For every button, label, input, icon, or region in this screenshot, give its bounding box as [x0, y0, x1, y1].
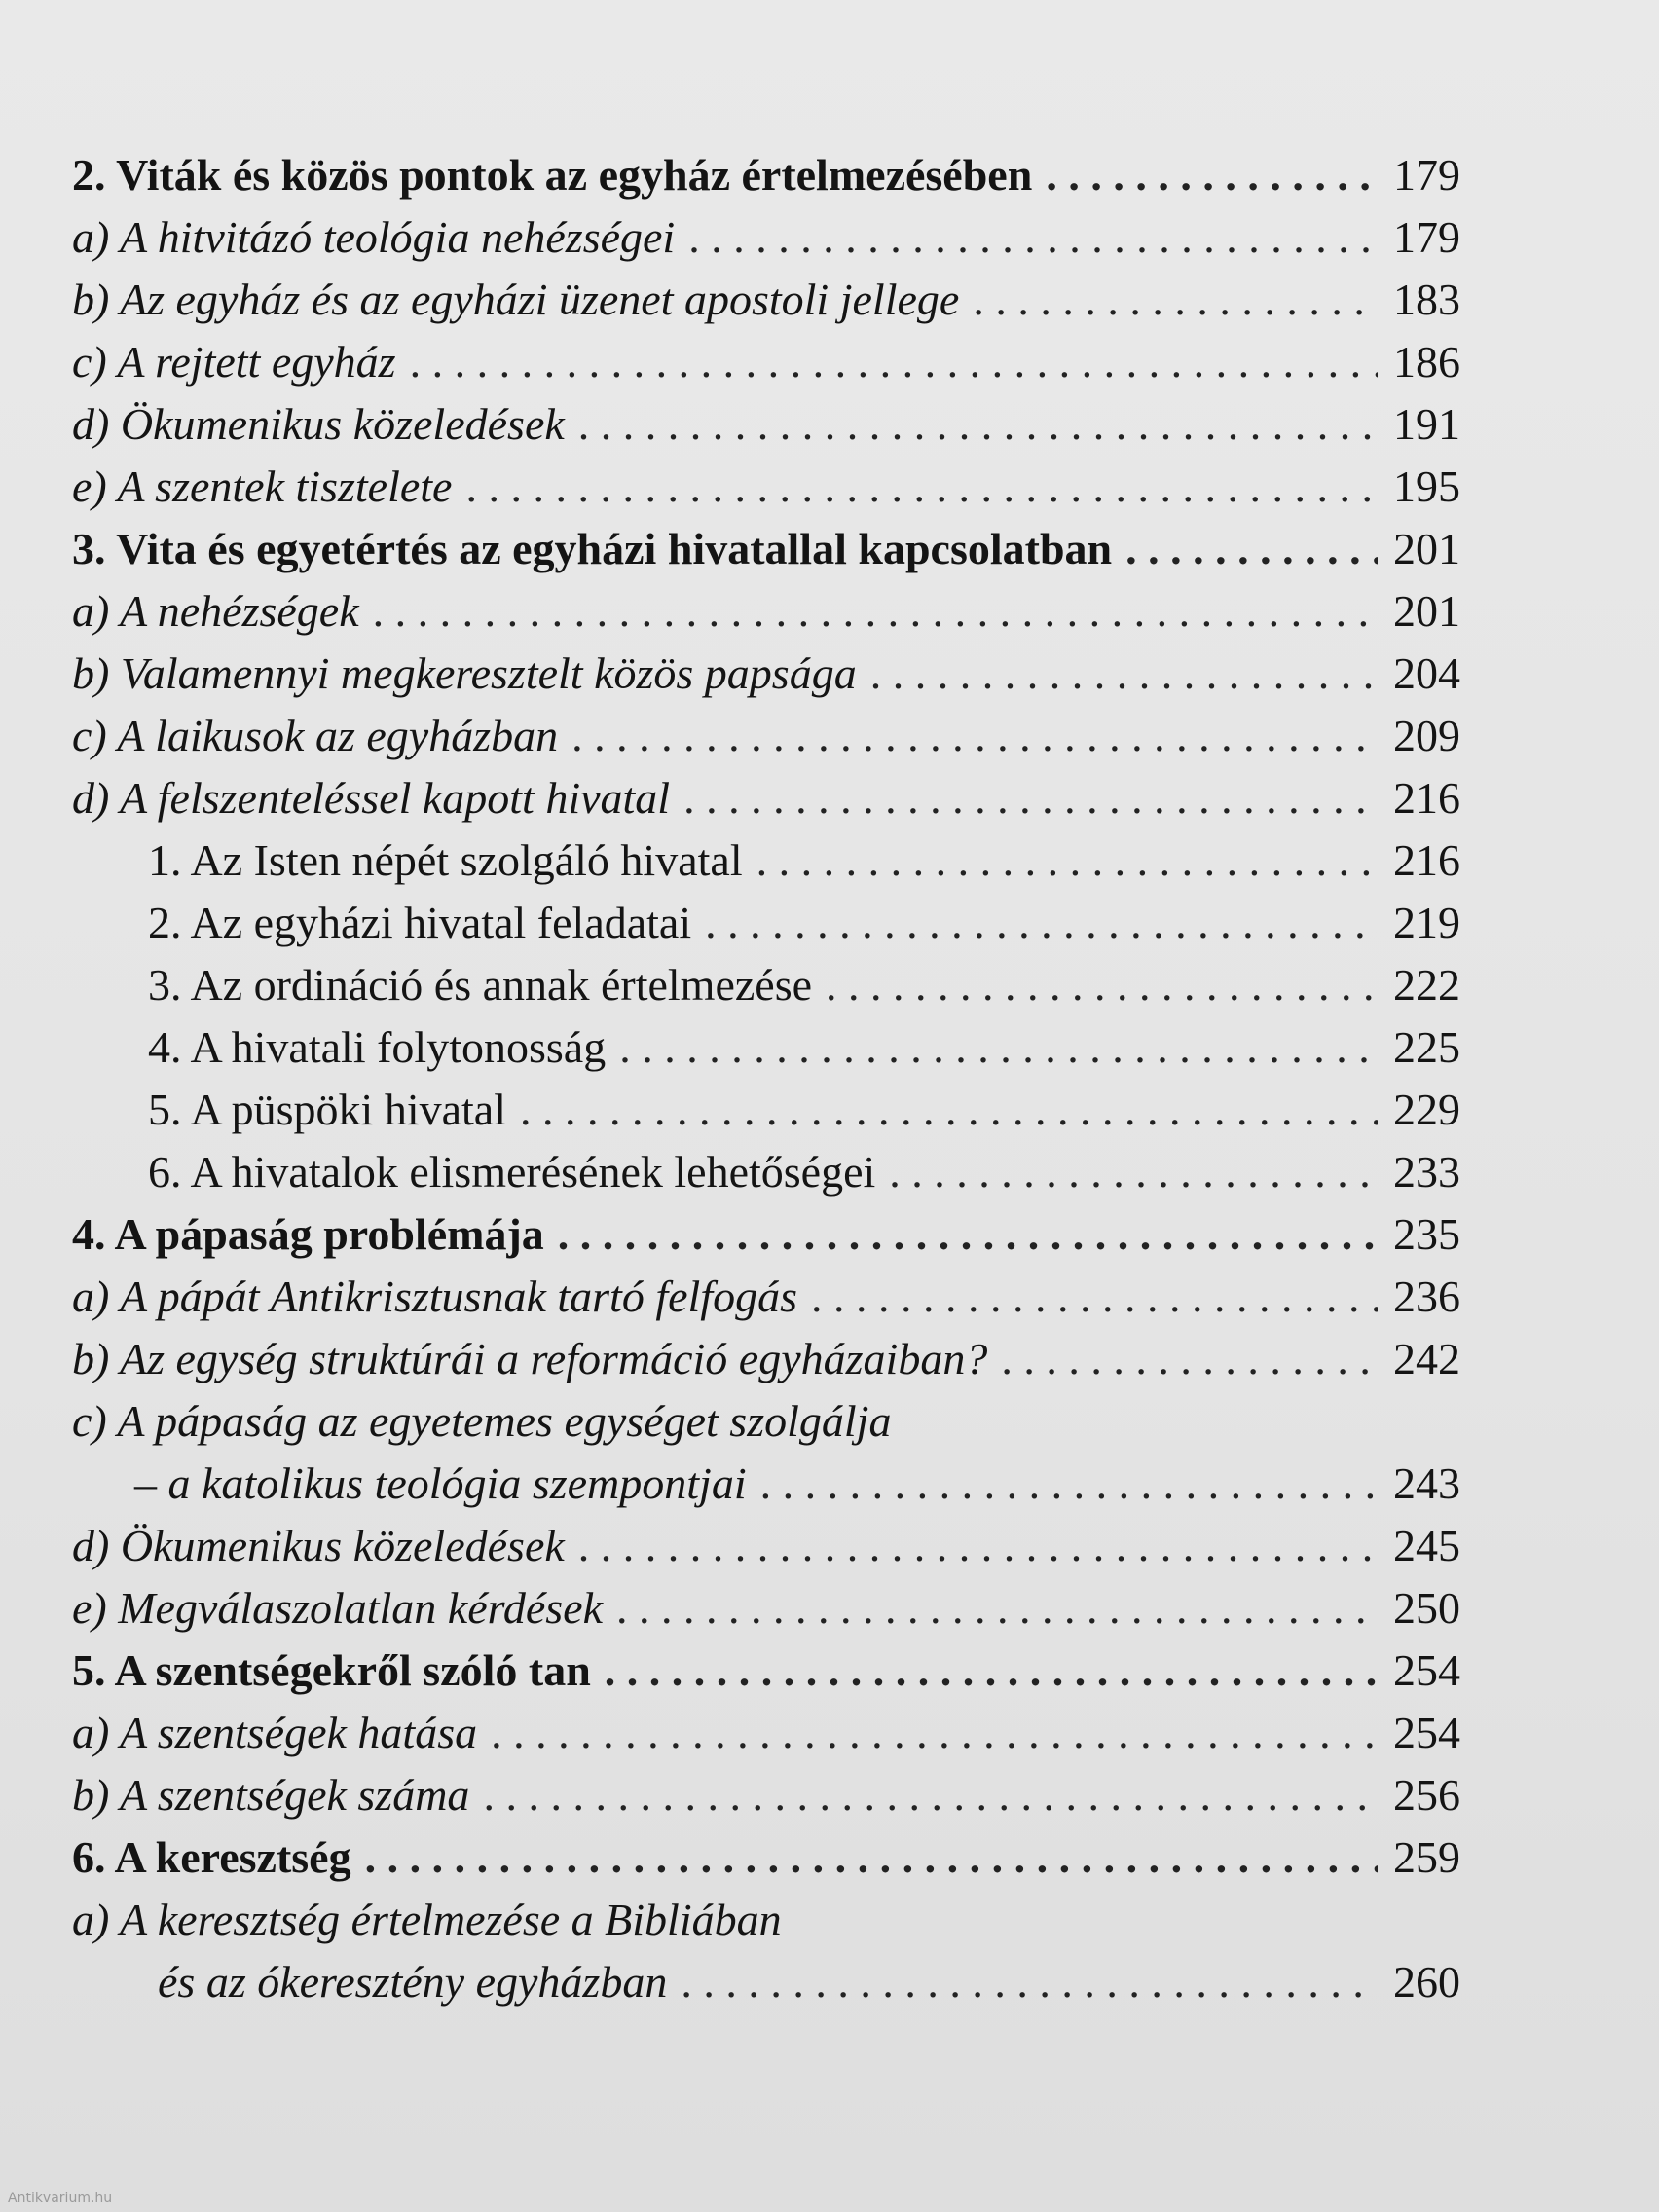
toc-entry — [72, 1702, 1460, 1764]
site-watermark: Antikvarium.hu — [8, 2191, 113, 2206]
toc-dot-leader — [811, 1266, 1378, 1328]
toc-entry — [72, 1203, 1460, 1266]
toc-entry — [72, 331, 1460, 393]
toc-entry-title: 5. A püspöki hivatal — [148, 1085, 506, 1134]
toc-entry-title: b) Az egység struktúrái a reformáció egyházaiban? — [72, 1334, 988, 1383]
toc-entry-title: c) A laikusok az egyházban — [72, 711, 559, 760]
toc-page-number: 256 — [1393, 1770, 1460, 1820]
toc-page-number: 225 — [1393, 1022, 1460, 1072]
toc-entry — [72, 393, 1460, 456]
toc-page-number: 250 — [1393, 1583, 1460, 1633]
toc-entry — [72, 643, 1460, 705]
toc-entry — [72, 456, 1460, 518]
toc-entry-title: a) A szentségek hatása — [72, 1708, 478, 1757]
toc-dot-leader — [870, 643, 1378, 705]
toc-page-number: 259 — [1393, 1832, 1460, 1882]
toc-dot-leader — [760, 1453, 1378, 1515]
toc-entry — [72, 1079, 1460, 1141]
toc-entry-title: b) Az egyház és az egyházi üzenet apostoli jellege — [72, 275, 960, 324]
toc-entry-title: b) Valamennyi megkeresztelt közös papsága — [72, 648, 857, 698]
toc-page-number: 236 — [1393, 1272, 1460, 1321]
toc-entry — [72, 705, 1460, 767]
toc-dot-leader — [1046, 144, 1378, 206]
toc-dot-leader — [558, 1203, 1378, 1266]
toc-page-number: 186 — [1393, 337, 1460, 387]
toc-entry-title: 4. A hivatali folytonosság — [148, 1022, 607, 1072]
toc-page-number: 242 — [1393, 1334, 1460, 1383]
toc-page-number: 243 — [1393, 1458, 1460, 1508]
toc-page-number: 179 — [1393, 150, 1460, 200]
toc-entry-title: 2. Az egyházi hivatal feladatai — [148, 898, 692, 947]
toc-page-number: 219 — [1393, 898, 1460, 947]
toc-entry-title: a) A keresztség értelmezése a Bibliában — [72, 1895, 782, 1944]
toc-entry-title: a) A hitvitázó teológia nehézségei — [72, 212, 676, 262]
toc-dot-leader — [619, 1016, 1378, 1079]
toc-dot-leader — [705, 892, 1378, 954]
toc-entry-title: a) A pápát Antikrisztusnak tartó felfogás — [72, 1272, 797, 1321]
toc-dot-leader — [465, 456, 1378, 518]
toc-dot-leader — [373, 580, 1378, 643]
toc-dot-leader — [1125, 518, 1378, 580]
toc-dot-leader — [571, 705, 1378, 767]
toc-dot-leader — [605, 1640, 1378, 1702]
toc-entry-title: e) A szentek tisztelete — [72, 461, 453, 511]
toc-entry — [72, 1640, 1460, 1702]
toc-entry — [72, 767, 1460, 830]
toc-entry — [72, 1328, 1460, 1390]
toc-page-number: 201 — [1393, 524, 1460, 573]
toc-dot-leader — [491, 1702, 1378, 1764]
toc-page-number: 235 — [1393, 1209, 1460, 1259]
toc-dot-leader — [683, 767, 1378, 830]
toc-entry — [72, 1577, 1460, 1640]
toc-entry — [72, 1889, 1460, 1951]
toc-entry-title: 6. A keresztség — [72, 1832, 351, 1882]
toc-entry — [72, 206, 1460, 269]
toc-entry — [72, 269, 1460, 331]
toc-entry — [72, 892, 1460, 954]
toc-entry-title: c) A pápaság az egyetemes egységet szolgálja — [72, 1396, 892, 1446]
toc-entry — [72, 1764, 1460, 1826]
toc-dot-leader — [520, 1079, 1378, 1141]
toc-entry-title: e) Megválaszolatlan kérdések — [72, 1583, 603, 1633]
toc-entry-title: d) Ökumenikus közeledések — [72, 399, 565, 449]
toc-page-number: 216 — [1393, 835, 1460, 885]
toc-entry-title: 1. Az Isten népét szolgáló hivatal — [148, 835, 743, 885]
toc-entry-title: a) A nehézségek — [72, 586, 359, 636]
toc-page-number: 254 — [1393, 1645, 1460, 1695]
table-of-contents — [72, 144, 1460, 2013]
toc-dot-leader — [578, 1515, 1378, 1577]
toc-entry-title: – a katolikus teológia szempontjai — [134, 1458, 747, 1508]
toc-entry — [72, 1826, 1460, 1889]
toc-entry-title: és az ókeresztény egyházban — [158, 1957, 668, 2007]
toc-page-number: 204 — [1393, 648, 1460, 698]
toc-entry-title: 2. Viták és közös pontok az egyház értelmezésében — [72, 150, 1033, 200]
toc-page-number: 195 — [1393, 461, 1460, 511]
toc-dot-leader — [688, 206, 1378, 269]
toc-entry-title: b) A szentségek száma — [72, 1770, 470, 1820]
toc-entry-title: d) Ökumenikus közeledések — [72, 1521, 565, 1570]
toc-entry — [72, 518, 1460, 580]
toc-page-number: 254 — [1393, 1708, 1460, 1757]
toc-dot-leader — [578, 393, 1378, 456]
toc-entry — [72, 954, 1460, 1016]
toc-page-number: 260 — [1393, 1957, 1460, 2007]
toc-entry-title: 3. Vita és egyetértés az egyházi hivatallal kapcsolatban — [72, 524, 1113, 573]
toc-entry — [72, 1141, 1460, 1203]
toc-dot-leader — [973, 269, 1378, 331]
toc-entry — [72, 580, 1460, 643]
toc-entry — [72, 1266, 1460, 1328]
toc-entry-title: 3. Az ordináció és annak értelmezése — [148, 960, 813, 1010]
toc-dot-leader — [889, 1141, 1378, 1203]
toc-dot-leader — [826, 954, 1378, 1016]
toc-dot-leader — [365, 1826, 1378, 1889]
toc-entry-title: d) A felszenteléssel kapott hivatal — [72, 773, 671, 823]
toc-entry-title: c) A rejtett egyház — [72, 337, 396, 387]
toc-page-number: 183 — [1393, 275, 1460, 324]
toc-dot-leader — [483, 1764, 1378, 1826]
toc-dot-leader — [681, 1951, 1378, 2013]
toc-entry — [72, 144, 1460, 206]
toc-entry-title: 6. A hivatalok elismerésének lehetőségei — [148, 1147, 876, 1197]
toc-dot-leader — [756, 830, 1378, 892]
toc-entry-title: 5. A szentségekről szóló tan — [72, 1645, 591, 1695]
toc-entry — [72, 830, 1460, 892]
toc-entry-title: 4. A pápaság problémája — [72, 1209, 544, 1259]
toc-dot-leader — [1001, 1328, 1378, 1390]
toc-page-number: 229 — [1393, 1085, 1460, 1134]
toc-entry — [72, 1453, 1460, 1515]
toc-entry — [72, 1515, 1460, 1577]
toc-page-number: 209 — [1393, 711, 1460, 760]
toc-entry — [72, 1951, 1460, 2013]
toc-page-number: 201 — [1393, 586, 1460, 636]
toc-page-number: 179 — [1393, 212, 1460, 262]
toc-page-number: 233 — [1393, 1147, 1460, 1197]
toc-entry — [72, 1016, 1460, 1079]
toc-page-number: 222 — [1393, 960, 1460, 1010]
toc-page-number: 191 — [1393, 399, 1460, 449]
toc-dot-leader — [616, 1577, 1378, 1640]
toc-dot-leader — [410, 331, 1378, 393]
toc-page-number: 216 — [1393, 773, 1460, 823]
toc-entry — [72, 1390, 1460, 1453]
toc-page-number: 245 — [1393, 1521, 1460, 1570]
